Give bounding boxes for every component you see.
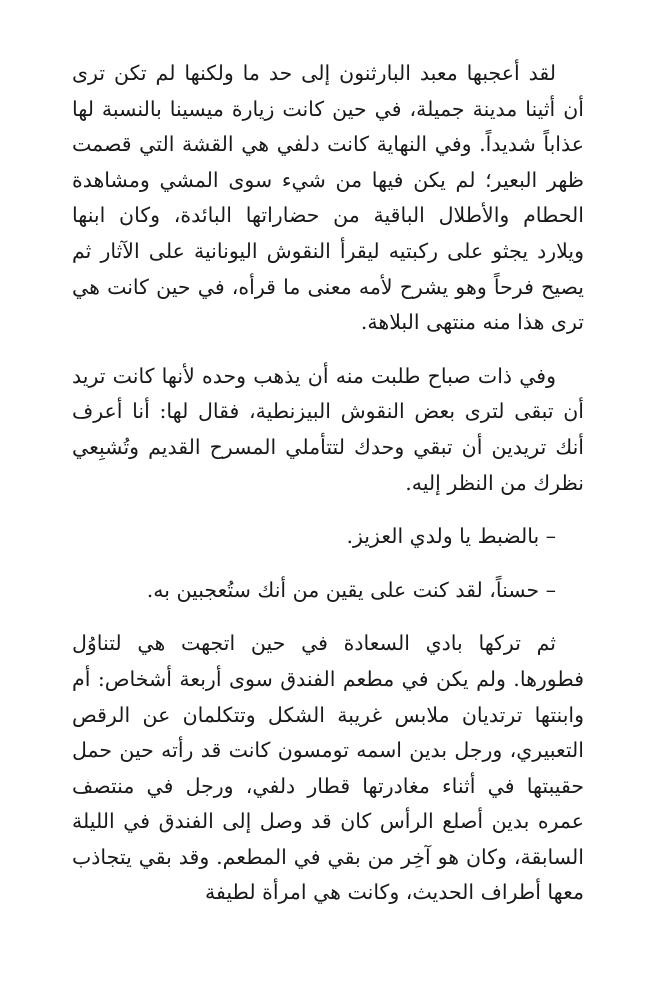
paragraph-athens-trip: لقد أعجبها معبد البارثنون إلى حد ما ولكنها لم تكن ترى أن أثينا مدينة جميلة، في حين كانت زيارة ميسينا بالنسبة لها عذاباً شديداً. وفي النهاية كانت دلفي هي القشة التي قصمت ظهر البعير؛ لم يكن فيها من شيء سوى المشي ومشاهدة الحطام والأطلال الباقية من حضاراتها البائدة، وكان ابنها ويلارد يجثو على ركبتيه ليقرأ النقوش اليونانية على الآثار ثم يصيح فرحاً وهو يشرح لأمه معنى ما قرأه، في حين كانت هي ترى هذا منه منتهى البلاهة. [72, 61, 584, 335]
dialogue-line-well: – حسناً، لقد كنت على يقين من أنك ستُعجبين به. [146, 577, 556, 602]
book-page-text [72, 56, 584, 929]
paragraph-morning-request: وفي ذات صباح طلبت منه أن يذهب وحده لأنها كانت تريد أن تبقى لترى بعض النقوش البيزنطية، فقال لها: أنا أعرف أنك تريدين أن تبقي وحدك لتتأملي المسرح القديم وتُشبِعي نظرك من النظر إليه. [72, 363, 584, 495]
dialogue-line-exactly: – بالضبط يا ولدي العزيز. [346, 524, 556, 549]
paragraph-hotel-restaurant: ثم تركها بادي السعادة في حين اتجهت هي لتناوُل فطورها. ولم يكن في مطعم الفندق سوى أربعة أشخاص: أم وابنتها ترتديان ملابس غريبة الشكل وتتكلمان عن الرقص التعبيري، ورجل بدين اسمه تومسون كانت قد رأته حين حمل حقيبتها في أثناء مغادرتها قطار دلفي، ورجل في منتصف عمره بدين أصلع الرأس كان قد وصل إلى الفندق في الليلة السابقة، وكان هو آخِر من بقي في المطعم. وقد بقي يتجاذب معها أطراف الحديث، وكانت هي امرأة لطيفة [72, 631, 584, 905]
